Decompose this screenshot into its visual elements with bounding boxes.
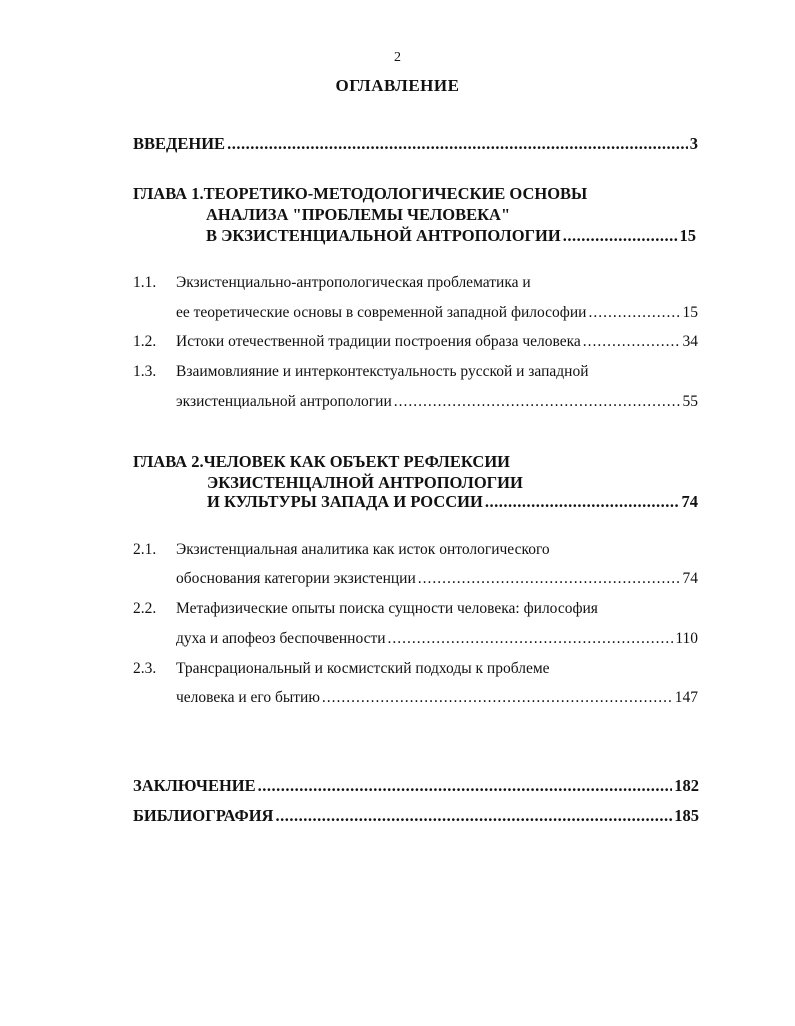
dot-leader [227, 134, 688, 154]
dot-leader [418, 570, 681, 588]
section-2-2-line2[interactable] [176, 630, 698, 648]
chapter-1-heading-line3[interactable] [206, 226, 696, 246]
entry-page: 34 [682, 333, 698, 350]
toc-entry-conclusion[interactable] [133, 776, 699, 796]
entry-page: 185 [674, 806, 699, 825]
section-title: духа и апофеоз беспочвенности [176, 630, 386, 647]
entry-page: 74 [681, 492, 698, 511]
chapter-label: ГЛАВА 1. [133, 184, 204, 203]
chapter-label: ГЛАВА 2. [133, 452, 204, 471]
section-number: 1.2. [133, 333, 157, 350]
entry-page: 147 [674, 689, 698, 706]
dot-leader [275, 806, 672, 826]
section-2-1-line1[interactable] [176, 541, 550, 559]
section-1-3-line1[interactable] [176, 363, 589, 381]
dot-leader [485, 492, 680, 512]
section-number: 1.3. [133, 363, 157, 380]
section-title: Истоки отечественной традиции построения образа человека [176, 333, 581, 350]
section-number: 2.2. [133, 600, 157, 617]
entry-page: 3 [689, 134, 698, 153]
section-2-2-line1[interactable] [176, 600, 598, 618]
page-number: 2 [394, 50, 401, 65]
section-1-2-line1[interactable] [176, 333, 698, 351]
section-1-3-line2[interactable] [176, 393, 698, 411]
section-number: 2.1. [133, 541, 157, 558]
chapter-title-line3: И КУЛЬТУРЫ ЗАПАДА И РОССИИ [207, 492, 483, 511]
chapter-title-line1: ЧЕЛОВЕК КАК ОБЪЕКТ РЕФЛЕКСИИ [203, 452, 510, 471]
section-title: Взаимовлияние и интерконтекстуальность русской и западной [176, 363, 589, 380]
section-number: 2.3. [133, 660, 157, 677]
entry-label: ЗАКЛЮЧЕНИЕ [133, 776, 256, 795]
section-title: обоснования категории экзистенции [176, 570, 416, 587]
section-2-3-line1[interactable] [176, 660, 550, 678]
chapter-2-heading-line3[interactable] [207, 492, 698, 512]
entry-label: БИБЛИОГРАФИЯ [133, 806, 274, 825]
entry-page: 110 [675, 630, 698, 647]
chapter-title-line2: АНАЛИЗА "ПРОБЛЕМЫ ЧЕЛОВЕКА" [206, 205, 511, 224]
chapter-1-heading-line1[interactable] [133, 184, 587, 204]
chapter-1-heading-line2 [206, 205, 510, 225]
entry-page: 74 [682, 570, 698, 587]
dot-leader [588, 304, 680, 322]
dot-leader [322, 689, 673, 707]
section-number: 1.1. [133, 274, 157, 291]
chapter-title-line2: ЭКЗИСТЕНЦАЛНОЙ АНТРОПОЛОГИИ [207, 473, 523, 492]
dot-leader [563, 226, 678, 246]
section-title: Метафизические опыты поиска сущности человека: философия [176, 600, 598, 617]
dot-leader [258, 776, 673, 796]
entry-label: ВВЕДЕНИЕ [133, 134, 226, 153]
entry-page: 15 [682, 304, 698, 321]
toc-title: ОГЛАВЛЕНИЕ [335, 76, 460, 95]
chapter-2-heading-line1[interactable] [133, 452, 510, 472]
entry-page: 182 [674, 776, 699, 795]
section-1-1-line1[interactable] [176, 274, 531, 292]
section-2-1-line2[interactable] [176, 570, 698, 588]
section-1-1-line2[interactable] [176, 304, 698, 322]
section-title: экзистенциальной антропологии [176, 393, 392, 410]
section-title: человека и его бытию [176, 689, 320, 706]
toc-entry-introduction[interactable] [133, 134, 698, 154]
section-title: Трансрациональный и космистский подходы к проблеме [176, 660, 550, 677]
section-title: Экзистенциальная аналитика как исток онтологического [176, 541, 550, 558]
dot-leader [388, 630, 674, 648]
section-2-3-line2[interactable] [176, 689, 698, 707]
toc-entry-bibliography[interactable] [133, 806, 699, 826]
chapter-title-line1: ТЕОРЕТИКО-МЕТОДОЛОГИЧЕСКИЕ ОСНОВЫ [203, 184, 588, 203]
chapter-title-line3: В ЭКЗИСТЕНЦИАЛЬНОЙ АНТРОПОЛОГИИ [206, 226, 561, 245]
entry-page: 55 [682, 393, 698, 410]
entry-page: 15 [679, 226, 696, 245]
section-title: ее теоретические основы в современной западной философии [176, 304, 587, 321]
section-title: Экзистенциально-антропологическая проблематика и [176, 274, 531, 291]
dot-leader [583, 333, 681, 351]
chapter-2-heading-line2 [207, 473, 523, 493]
dot-leader [394, 393, 681, 411]
